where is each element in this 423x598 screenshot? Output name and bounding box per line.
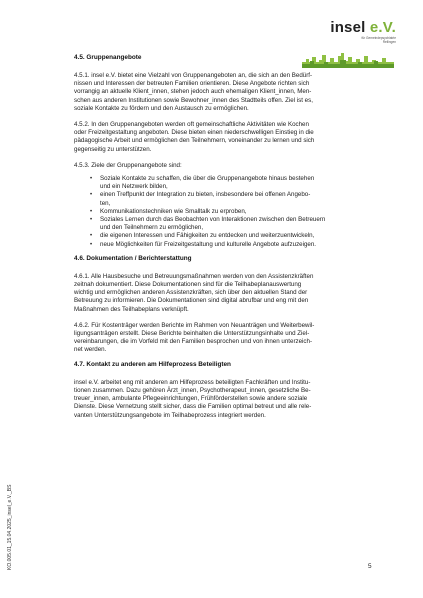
list-item: • Kommunikationstechniken wie Smalltalk zu erproben,	[90, 207, 247, 215]
paragraph-4-5-2: 4.5.2. In den Gruppenangeboten werden oft gemeinschaftliche Aktivitäten wie Kochen oder Freizeitgestaltung angeboten. Diese bieten einen niederschwelligen Einstieg in die pädagogische Arbeit und ermöglichen den Teilnehmern, voneinander zu lernen und sich gegenseitig zu unterstützen.	[74, 121, 315, 153]
heading-4-7: 4.7. Kontakt zu anderen am Hilfeprozess Beteiligten	[74, 360, 231, 368]
bullet-icon: •	[90, 233, 93, 240]
bullet-icon: •	[90, 176, 93, 183]
paragraph-4-7: insel e.V. arbeitet eng mit anderen am Hilfeprozess beteiligten Fachkräften und Institu- tionen zusammen. Dazu gehören Ärzt_innen, Psychotherapeut_innen, gesetzliche Be- treuer_innen, ambulante Pflegeeinrichtungen, Frühförderstellen sowie andere soziale Dienste. Diese Vernetzung stellt sicher, dass die Familien optimal betreut und alle rele- vanten Unterstützungsangebote im Teilhabeprozess integriert werden.	[74, 378, 312, 419]
bullet-icon: •	[90, 208, 93, 215]
bullet-icon: •	[90, 217, 93, 224]
logo-wordmark: insel e.V.	[330, 19, 396, 36]
paragraph-4-6-2: 4.6.2. Für Kostenträger werden Berichte im Rahmen von Neuanträgen und Weiterbewil- ligungsanträgen erstellt. Diese Berichte beinhalten die Unterstützungsinhalte und Ziel- vereinbarungen, die im Vorfeld mit den Familien besprochen und von ihnen unterzeich- net werden.	[74, 321, 315, 354]
document-body	[74, 54, 374, 420]
list-item: • einen Treffpunkt der Integration zu bieten, insbesondere bei offenen Angebo- ten,	[90, 191, 311, 207]
goals-list	[74, 175, 374, 249]
bullet-icon: •	[90, 241, 93, 248]
list-item: • Soziale Kontakte zu schaffen, die über die Gruppenangebote hinaus bestehen und ein Netzwerk bilden,	[90, 175, 315, 191]
bullet-icon: •	[90, 192, 93, 199]
list-item: • neue Möglichkeiten für Freizeitgestaltung und kulturelle Angebote aufzuzeigen.	[90, 240, 317, 248]
document-code: KO.005.01_15.04.2025_insel_e.V._BS	[7, 484, 13, 570]
heading-4-6: 4.6. Dokumentation / Berichterstattung	[74, 254, 192, 262]
paragraph-4-6-1: 4.6.1. Alle Hausbesuche und Betreuungsmaßnahmen werden von den Assistenzkräften zeitnah dokumentiert. Diese Dokumentationen sind für die Teilhabeplanauswertung wichtig und ermöglichen anderen Assistenzkräften, sich über den aktuellen Stand der Betreuung zu informieren. Die Dokumentationen sind digital abrufbar und eng mit den Maßnahmen des Teilhabeplans verknüpft.	[74, 272, 314, 313]
paragraph-4-5-3-intro: 4.5.3. Ziele der Gruppenangebote sind:	[74, 161, 182, 169]
list-item: • Soziales Lernen durch das Beobachten von Interaktionen zwischen den Betreuern und den Teilnehmern zu ermöglichen,	[90, 216, 326, 232]
heading-4-5: 4.5. Gruppenangebote	[74, 54, 142, 61]
list-item: • die eigenen Interessen und Fähigkeiten zu entdecken und weiterzuentwickeln,	[90, 232, 315, 240]
page-number: 5	[368, 563, 372, 570]
logo-tagline: für Gemeindepsychiatrie Rellingen	[361, 36, 396, 44]
paragraph-4-5-1: 4.5.1. insel e.V. bietet eine Vielzahl von Gruppenangeboten an, die sich an den Bedürf- nissen und Interessen der betreuten Familien orientieren. Diese Angebote richten sich vorrangig an aktuelle Klient_innen, stehen jedoch auch ehemaligen Klient_innen, Men- schen aus anderen Institutionen sowie Bewohner_innen des Stadtteils offen. Ziel ist es, soziale Kontakte zu fördern und den Austausch zu ermöglichen.	[74, 72, 313, 112]
